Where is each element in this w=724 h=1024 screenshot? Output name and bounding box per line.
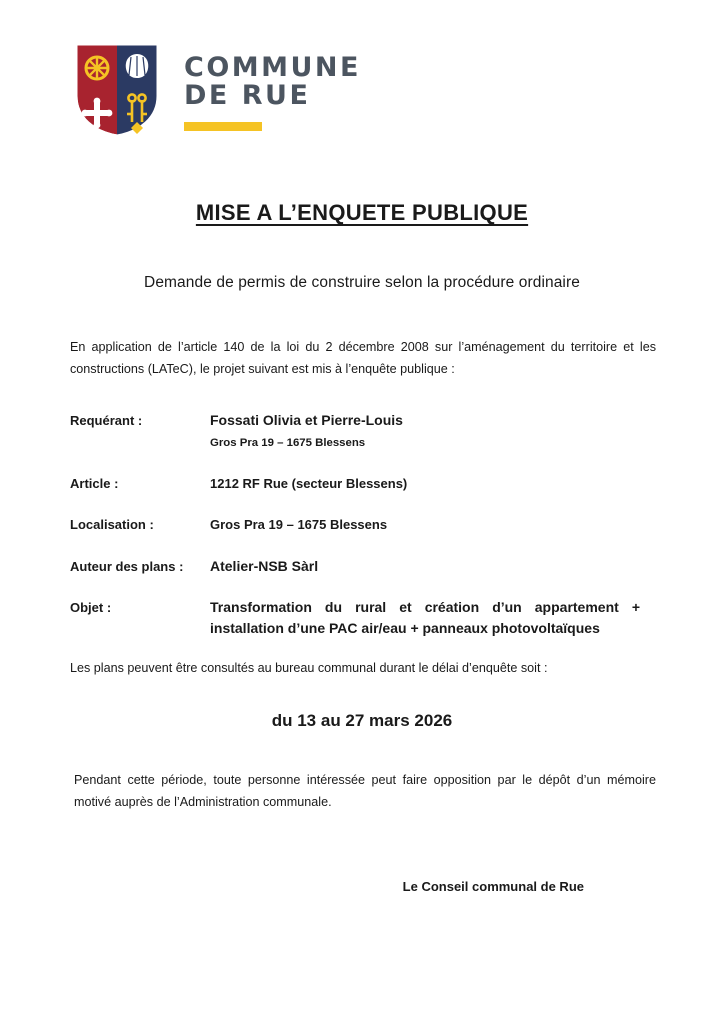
details-list [62, 410, 662, 639]
brand-line-2: DE RUE [184, 80, 311, 111]
field-value-objet: Transformation du rural et création d’un appartement + installation d’une PAC air/eau + panneaux photovoltaïques [210, 599, 640, 636]
field-label-localisation: Localisation : [70, 517, 154, 532]
signature-line: Le Conseil communal de Rue [402, 879, 584, 894]
requerant-address: Gros Pra 19 – 1675 Blessens [210, 437, 366, 449]
field-value-article: 1212 RF Rue (secteur Blessens) [210, 476, 408, 491]
requerant-name: Fossati Olivia et Pierre-Louis [210, 412, 403, 428]
list-item [70, 556, 662, 576]
brand-line-1: COMMUNE [184, 52, 361, 83]
field-value-localisation: Gros Pra 19 – 1675 Blessens [210, 517, 388, 532]
intro-paragraph: En application de l’article 140 de la loi du 2 décembre 2008 sur l’aménagement du territoire et les constructions (LATeC), le projet suivant est mis à l’enquête publique : [70, 340, 656, 376]
field-label-requerant: Requérant : [70, 413, 143, 428]
field-label-auteur-des-plans: Auteur des plans : [70, 559, 184, 574]
list-item [70, 474, 662, 494]
letterhead [62, 0, 662, 138]
page-subtitle: Demande de permis de construire selon la procédure ordinaire [144, 274, 580, 291]
page-title: MISE A L’ENQUETE PUBLIQUE [195, 200, 529, 225]
enquiry-dates: du 13 au 27 mars 2026 [271, 711, 453, 730]
brand-block [184, 42, 361, 131]
closing-paragraph: Pendant cette période, toute personne intéressée peut faire opposition par le dépôt d’un mémoire motivé auprès de l’Administration communale. [74, 773, 656, 809]
list-item [70, 410, 662, 453]
field-label-objet: Objet : [70, 600, 112, 615]
list-item [70, 597, 662, 639]
field-value-requerant [210, 410, 403, 453]
plans-consultation-note: Les plans peuvent être consultés au bureau communal durant le délai d’enquête soit : [70, 661, 548, 675]
brand-accent-bar [184, 122, 262, 131]
field-value-auteur-des-plans: Atelier-NSB Sàrl [210, 558, 319, 574]
coat-of-arms-icon [74, 42, 160, 138]
field-label-article: Article : [70, 476, 119, 491]
list-item [70, 515, 662, 535]
